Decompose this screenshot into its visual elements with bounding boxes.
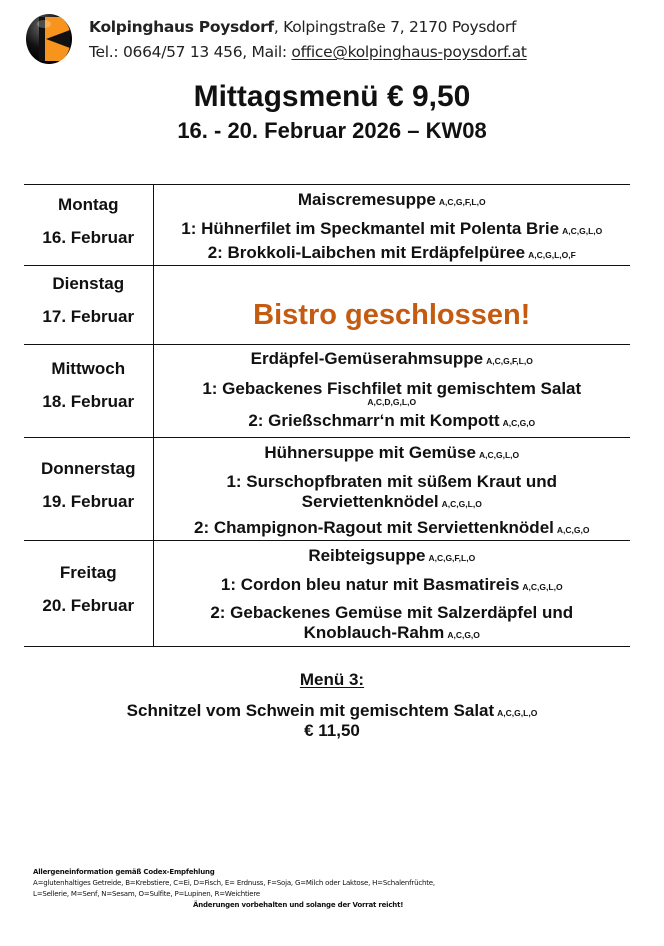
allergen-info-title: Allergeneinformation gemäß Codex-Empfehlung	[33, 868, 215, 876]
allergen-codes: A,C,G,F,L,O	[438, 197, 486, 207]
dish-1	[154, 575, 631, 597]
allergen-legend-line-2: L=Sellerie, M=Senf, N=Sesam, O=Sulfite, P=Lupinen, R=Weichtiere	[33, 890, 260, 898]
soup-name: Maiscremesuppe	[297, 190, 436, 209]
dish-name: 2: Grießschmarr‘n mit Kompott	[248, 411, 500, 430]
allergen-codes: A,C,G,L,O	[441, 499, 482, 509]
allergen-codes: A,C,G,L,O	[562, 226, 603, 236]
allergen-codes: A,C,G,L,O	[478, 450, 520, 460]
dish-name-line-1: 2: Gebackenes Gemüse mit Salzerdäpfel und	[210, 603, 574, 622]
dish-1	[154, 472, 631, 492]
dish-name: 2: Champignon-Ragout mit Serviettenknödel	[194, 518, 554, 537]
soup	[154, 443, 631, 465]
day-cell	[24, 345, 153, 438]
dishes-cell	[153, 345, 630, 438]
table-row-wednesday	[24, 345, 630, 438]
soup-name: Reibteigsuppe	[308, 546, 426, 565]
day-name: Donnerstag	[41, 459, 136, 478]
day-date: 20. Februar	[42, 596, 135, 615]
dish-name: 2: Brokkoli-Laibchen mit Erdäpfelpüree	[207, 243, 526, 262]
menu3-price: € 11,50	[304, 721, 360, 740]
day-date: 18. Februar	[42, 392, 135, 411]
day-cell	[24, 185, 153, 266]
letterhead	[24, 10, 644, 70]
day-cell	[24, 541, 153, 647]
allergen-codes: A,C,G,F,L,O	[428, 553, 476, 563]
menu3-heading	[0, 670, 664, 690]
soup	[154, 546, 631, 568]
allergen-codes: A,C,G,O	[556, 525, 590, 535]
dish-1-cont	[154, 492, 631, 514]
org-name: Kolpinghaus Poysdorf	[89, 18, 274, 36]
table-row-thursday	[24, 438, 630, 541]
day-name: Montag	[58, 195, 119, 214]
disclaimer: Änderungen vorbehalten und solange der Vorrat reicht!	[193, 901, 404, 909]
day-date: 16. Februar	[42, 228, 135, 247]
allergen-codes: A,C,G,O	[502, 418, 536, 428]
day-cell	[24, 266, 153, 345]
soup	[154, 349, 631, 371]
table-row-monday	[24, 185, 630, 266]
menu3-title: Menü 3:	[299, 670, 365, 689]
dish-1	[154, 219, 631, 241]
allergen-footer	[33, 867, 633, 911]
closed-notice: Bistro geschlossen!	[253, 299, 531, 331]
dishes-cell	[153, 266, 630, 345]
dish-2	[154, 603, 631, 623]
dish-1	[154, 379, 631, 399]
weekly-menu-table	[24, 184, 630, 647]
day-date: 19. Februar	[42, 492, 135, 511]
allergen-codes: A,C,G,F,L,O	[486, 356, 533, 366]
menu3-dish	[0, 701, 664, 723]
kolping-logo-icon	[24, 12, 74, 66]
allergen-legend-line-1: A=glutenhaltiges Getreide, B=Krebstiere, C=Ei, D=Fisch, E= Erdnuss, F=Soja, G=Milch oder Laktose, H=Schalenfrüchte,	[33, 879, 435, 887]
allergen-codes: A,C,G,L,O,F	[528, 250, 576, 260]
dish-2-cont	[154, 623, 631, 645]
dish-name: 1: Cordon bleu natur mit Basmatireis	[220, 575, 520, 594]
dish-name: 1: Gebackenes Fischfilet mit gemischtem Salat	[202, 379, 582, 398]
table-row-tuesday	[24, 266, 630, 345]
dishes-cell	[153, 438, 630, 541]
menu3-dish-name: Schnitzel vom Schwein mit gemischtem Salat	[126, 701, 495, 720]
day-date: 17. Februar	[42, 307, 135, 326]
contact-prefix: Tel.: 0664/57 13 456, Mail:	[89, 43, 292, 61]
allergen-codes: A,C,G,O	[447, 630, 480, 640]
day-name: Mittwoch	[51, 359, 126, 378]
dish-name-line-2: Serviettenknödel	[301, 492, 439, 511]
page-title: Mittagsmenü € 9,50	[193, 80, 471, 113]
dish-2	[154, 243, 631, 265]
allergen-codes: A,C,G,L,O	[522, 582, 563, 592]
soup-name: Erdäpfel-Gemüserahmsuppe	[250, 349, 484, 368]
soup	[154, 190, 631, 212]
week-subtitle: 16. - 20. Februar 2026 – KW08	[177, 118, 487, 143]
day-name: Freitag	[59, 563, 117, 582]
email-link[interactable]: office@kolpinghaus-poysdorf.at	[291, 43, 527, 61]
dish-2	[154, 518, 631, 540]
dishes-cell	[153, 541, 630, 647]
day-cell	[24, 438, 153, 541]
dish-name: 1: Hühnerfilet im Speckmantel mit Polenta Brie	[181, 219, 560, 238]
address: , Kolpingstraße 7, 2170 Poysdorf	[273, 18, 517, 36]
contact-info	[89, 15, 527, 65]
dish-2	[154, 411, 631, 433]
day-name: Dienstag	[52, 274, 125, 293]
allergen-codes: A,C,D,G,L,O	[367, 397, 417, 407]
soup-name: Hühnersuppe mit Gemüse	[264, 443, 476, 462]
dish-name-line-1: 1: Surschopfbraten mit süßem Kraut und	[226, 472, 558, 491]
dishes-cell	[153, 185, 630, 266]
dish-name-line-2: Knoblauch-Rahm	[303, 623, 445, 642]
table-row-friday	[24, 541, 630, 647]
allergen-codes: A,C,G,L,O	[497, 708, 538, 718]
